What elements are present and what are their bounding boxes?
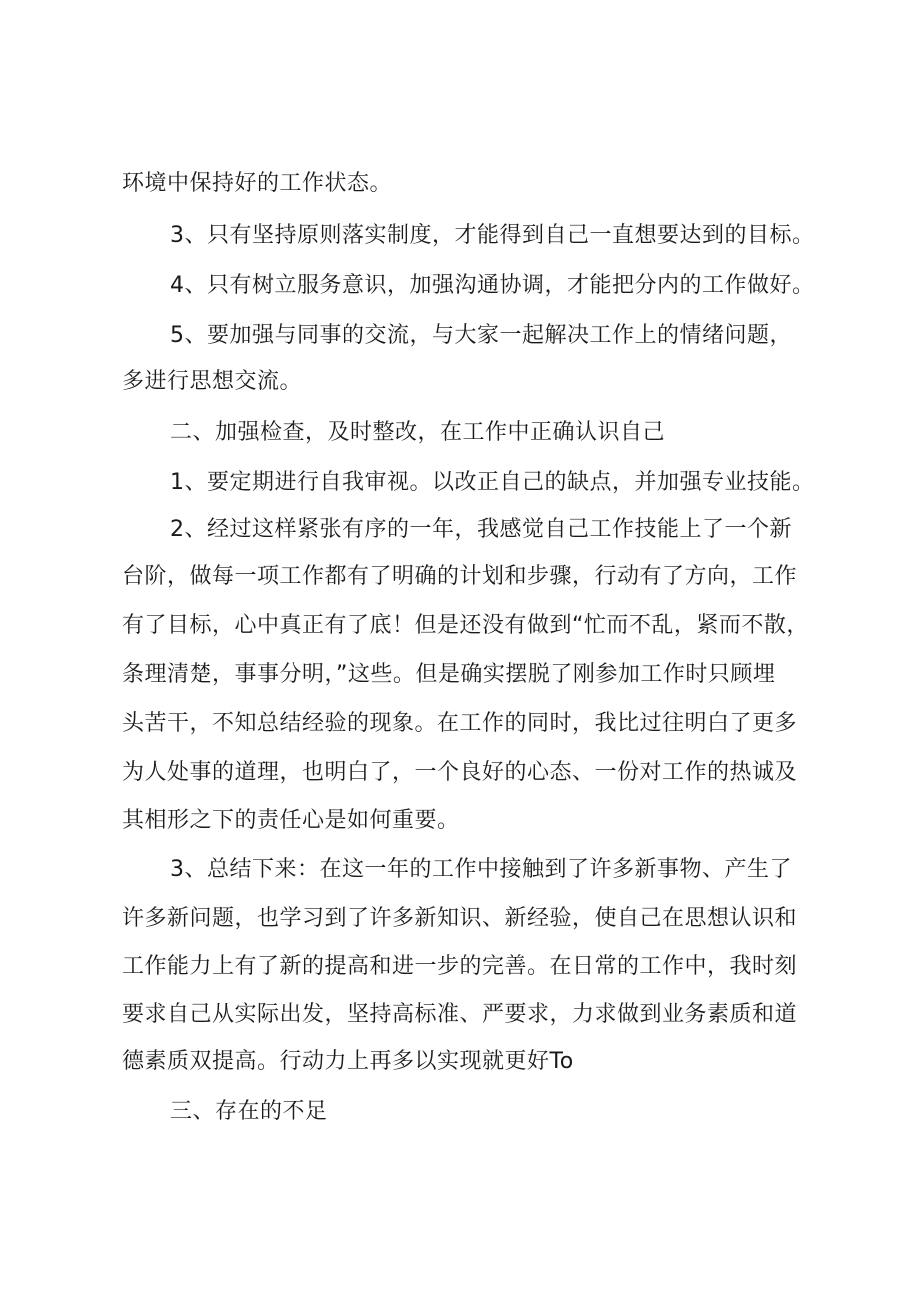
paragraph-line: 要求自己从实际出发，坚持高标准、严要求，力求做到业务素质和道 <box>122 1002 798 1027</box>
paragraph-line: 3、总结下来：在这一年的工作中接触到了许多新事物、产生了 <box>170 857 792 882</box>
paragraph-line: 条理清楚，事事分明，”这些。但是确实摆脱了刚参加工作时只顾埋 <box>122 662 776 687</box>
paragraph-line: 多进行思想交流。 <box>122 369 303 394</box>
paragraph-line: 环境中保持好的工作状态。 <box>122 171 393 196</box>
paragraph-line: 许多新问题，也学习到了许多新知识、新经验，使自己在思想认识和 <box>122 906 798 931</box>
paragraph-line: 3、只有坚持原则落实制度，才能得到自己一直想要达到的目标。 <box>170 223 815 248</box>
section-heading: 三、存在的不足 <box>170 1099 328 1124</box>
paragraph-line: 5、要加强与同事的交流，与大家一起解决工作上的情绪问题， <box>170 323 792 348</box>
paragraph-line: 其相形之下的责任心是如何重要。 <box>122 808 460 833</box>
paragraph-line: 4、只有树立服务意识，加强沟通协调，才能把分内的工作做好。 <box>170 273 815 298</box>
paragraph-line: 有了目标，心中真正有了底！但是还没有做到“忙而不乱，紧而不散， <box>122 613 809 638</box>
paragraph-line: 台阶，做每一项工作都有了明确的计划和步骤，行动有了方向，工作 <box>122 564 798 589</box>
paragraph-line: 德素质双提高。行动力上再多以实现就更好To <box>122 1049 574 1074</box>
paragraph-line: 头苦干，不知总结经验的现象。在工作的同时，我比过往明白了更多 <box>122 711 798 736</box>
paragraph-line: 工作能力上有了新的提高和进一步的完善。在日常的工作中，我时刻 <box>122 954 798 979</box>
paragraph-line: 2、经过这样紧张有序的一年，我感觉自己工作技能上了一个新 <box>170 517 792 542</box>
paragraph-line: 为人处事的道理，也明白了，一个良好的心态、一份对工作的热诚及 <box>122 760 798 785</box>
paragraph-line: 1、要定期进行自我审视。以改正自己的缺点，并加强专业技能。 <box>170 470 815 495</box>
section-heading: 二、加强检查，及时整改，在工作中正确认识自己 <box>170 420 666 445</box>
